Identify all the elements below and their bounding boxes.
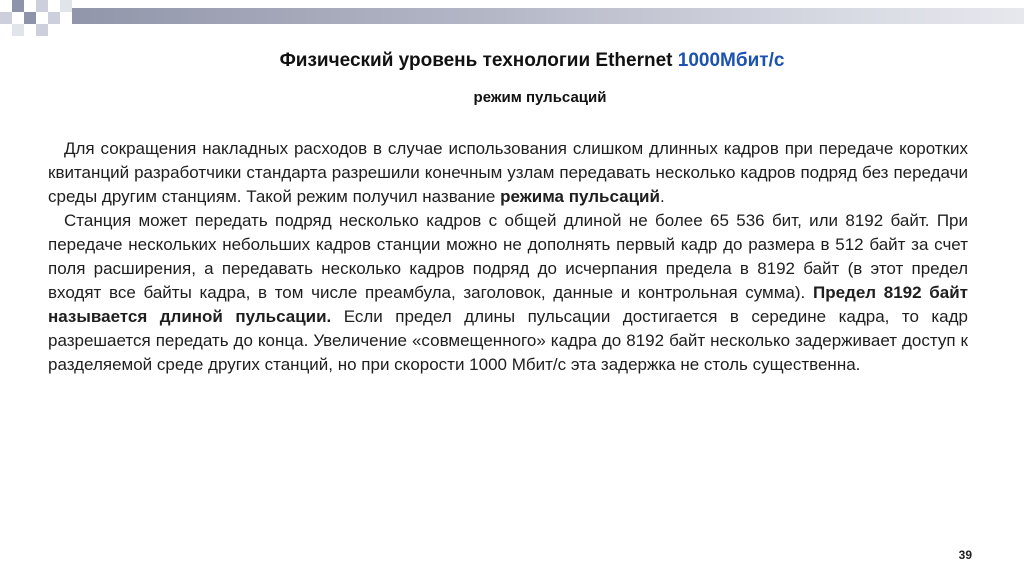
- title-accent: 1000Мбит/с: [677, 50, 785, 71]
- decor-square: [36, 24, 48, 36]
- header-decoration: [0, 0, 1024, 40]
- p2-bold-definition: Предел 8192 байт называется длиной пульсации.: [48, 283, 968, 326]
- decor-square: [12, 0, 24, 12]
- p2-text-end: Если предел длины пульсации достигается в середине кадра, то кадр разрешается передать до конца. Увеличение «совмещенного» кадра до 8192 байт несколько задерживает доступ к разделяемой среде других станций, но при скорости 1000 Мбит/с эта задержка не столь существенна.: [48, 307, 968, 374]
- p1-text-end: .: [659, 187, 665, 206]
- slide-subtitle: режим пульсаций: [473, 89, 607, 106]
- paragraph-1: [48, 137, 968, 209]
- decor-square: [48, 12, 60, 24]
- decor-square: [24, 12, 36, 24]
- page-number: 39: [958, 548, 972, 562]
- slide-title: [0, 50, 1024, 72]
- title-main: Физический уровень технологии Ethernet: [279, 50, 678, 71]
- p1-text: Для сокращения накладных расходов в случае использования слишком длинных кадров при передаче коротких квитанций разработчики стандарта разрешили конечным узлам передавать несколько кадров подряд без передачи среды другим станциям. Такой режим получил название: [48, 139, 968, 206]
- slide-body: [48, 137, 968, 377]
- p1-bold-term: режима пульсаций: [500, 187, 660, 206]
- decor-square: [60, 0, 72, 12]
- decor-square: [12, 24, 24, 36]
- paragraph-2: [48, 209, 968, 377]
- p2-text: Станция может передать подряд несколько кадров с общей длиной не более 65 536 бит, или 8192 байт. При передаче нескольких небольших кадров станции можно не дополнять первый кадр до размера в 512 байт за счет поля расширения, а передавать несколько кадров подряд до исчерпания предела в 8192 байт (в этот предел входят все байты кадра, в том числе преамбула, заголовок, данные и контрольная сумма).: [48, 211, 968, 302]
- decor-square: [0, 12, 12, 24]
- header-gradient-bar: [72, 8, 1024, 24]
- decor-square: [36, 0, 48, 12]
